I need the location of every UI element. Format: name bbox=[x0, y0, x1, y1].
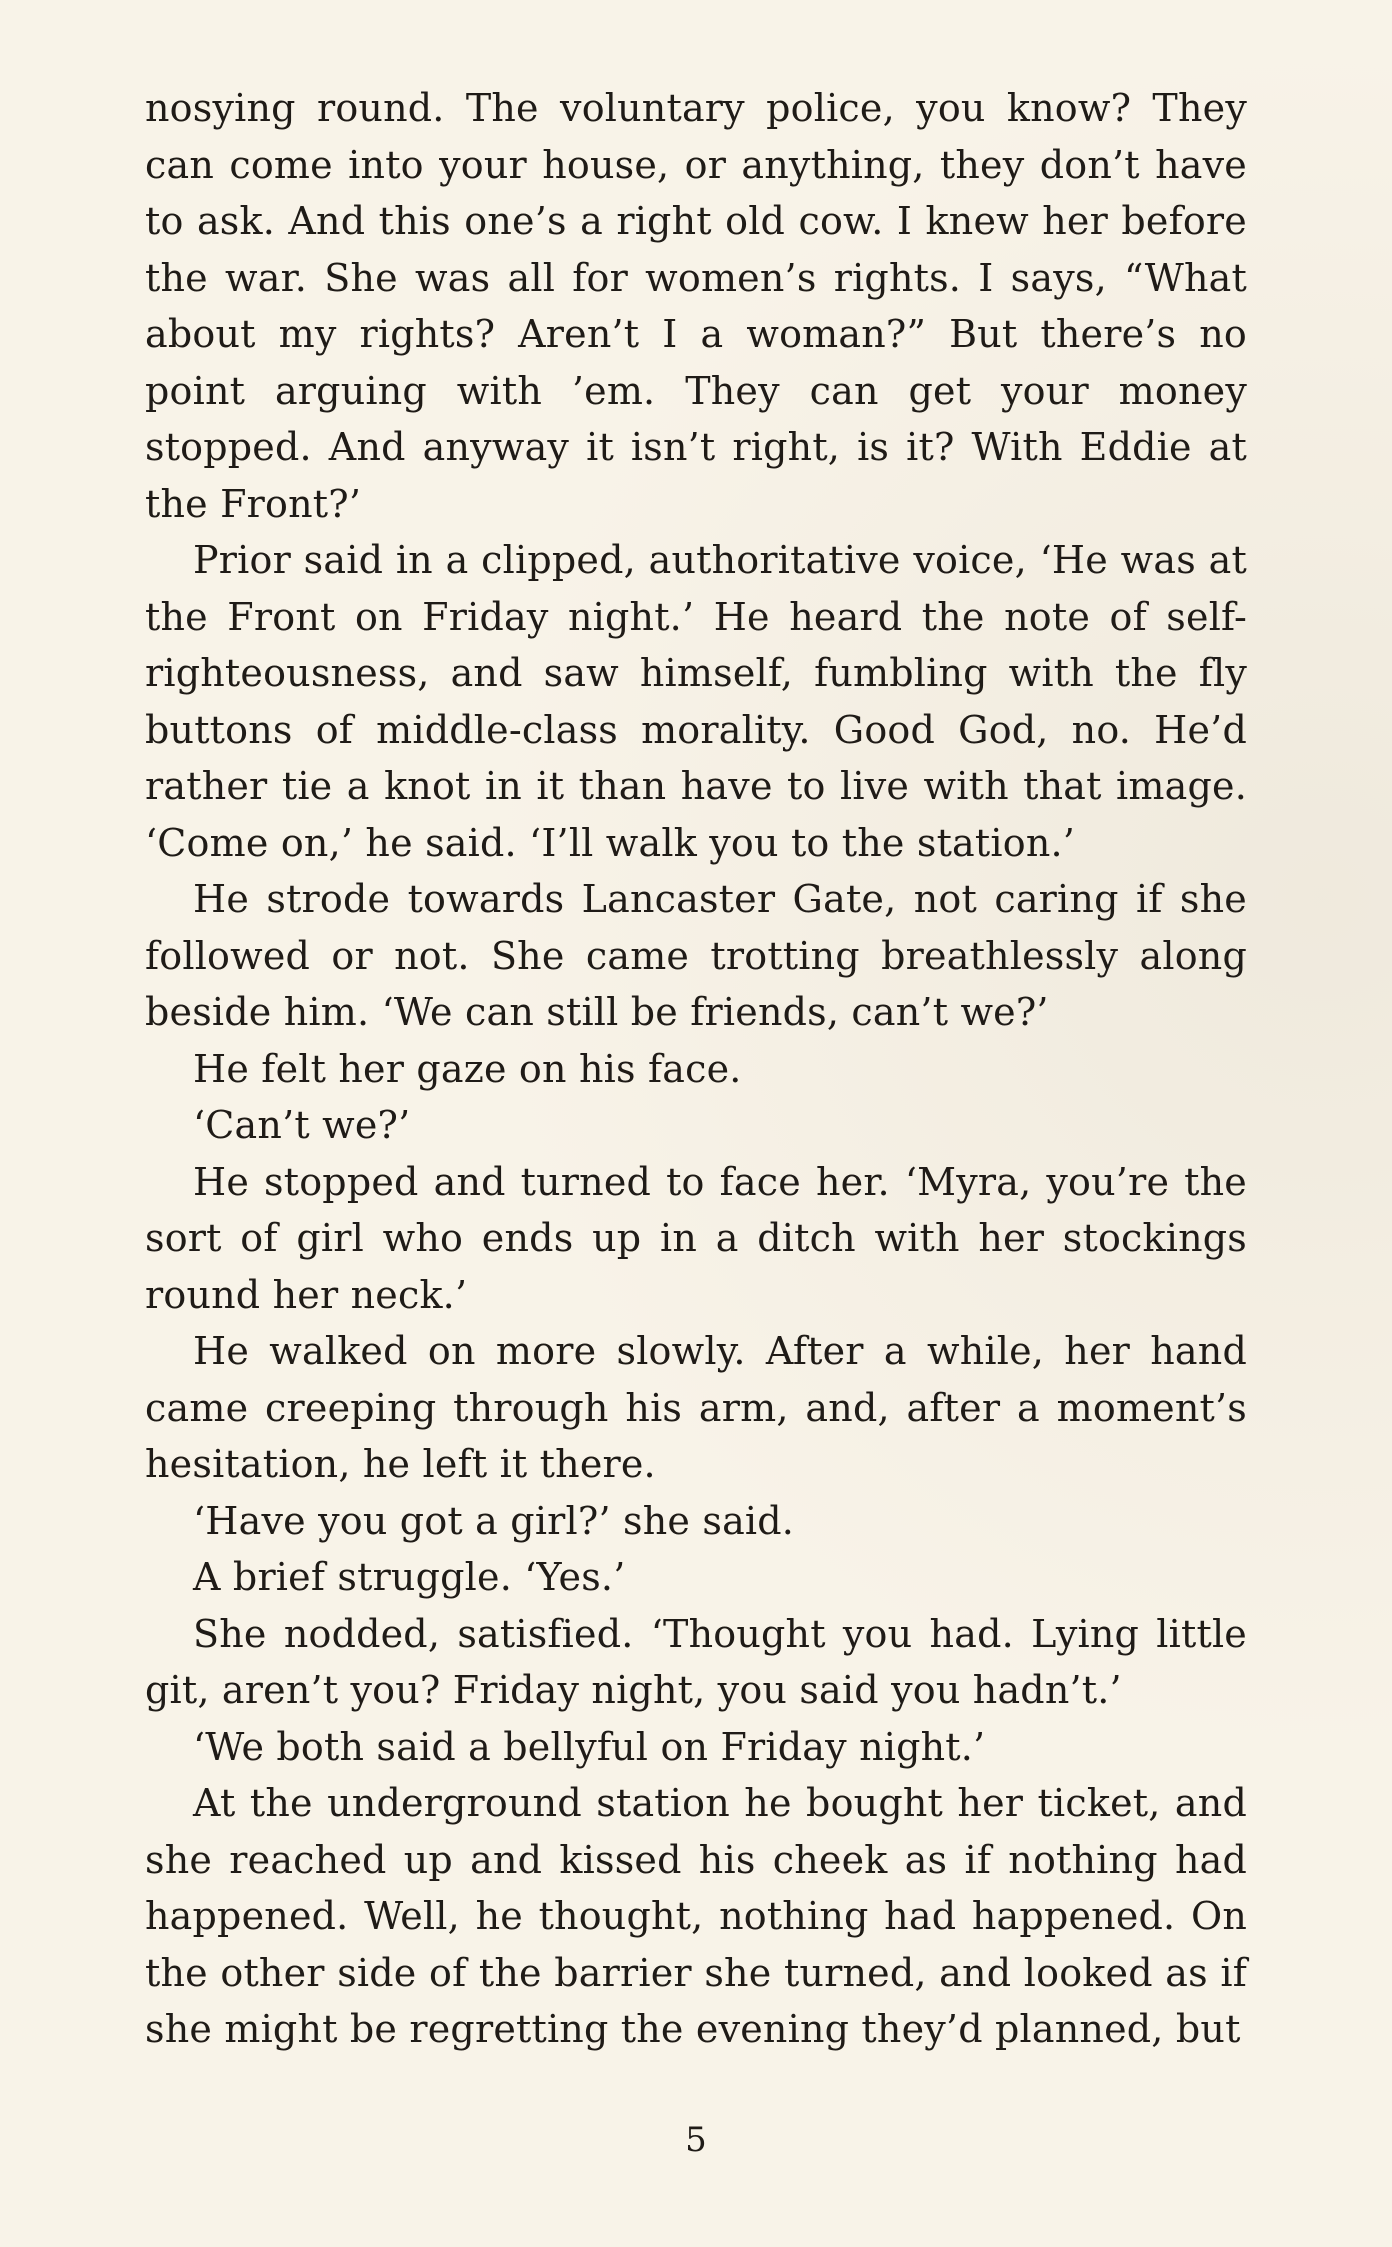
paragraph: A brief struggle. ‘Yes.’ bbox=[193, 1555, 626, 1599]
paragraph: He strode towards Lancaster Gate, not caring if she followed or not. She came trotting breathlessly along beside him. ‘We can still be friends, can’t we?’ bbox=[145, 877, 1247, 1034]
paragraph: ‘We both said a bellyful on Friday night.’ bbox=[193, 1724, 986, 1769]
paragraph: She nodded, satisfied. ‘Thought you had. Lying little git, aren’t you? Friday night, you said you hadn’t.’ bbox=[145, 1611, 1247, 1712]
body-text bbox=[145, 80, 1247, 2058]
paragraph: nosying round. The voluntary police, you know? They can come into your house, or anything, they don’t have to ask. And this one’s a right old cow. I knew her before the war. She was all for women’s rights. I says, “What about my rights? Aren’t I a woman?” But there’s no point arguing with ’em. They can get your money stopped. And anyway it isn’t right, is it? With Eddie at the Front?’ bbox=[145, 86, 1247, 526]
page-number: 5 bbox=[685, 2120, 707, 2160]
paragraph: ‘Can’t we?’ bbox=[193, 1103, 411, 1147]
paragraph: He felt her gaze on his face. bbox=[193, 1046, 742, 1091]
paragraph: At the underground station he bought her ticket, and she reached up and kissed his cheek as if nothing had happened. Well, he thought, nothing had happened. On the other side of the barrier she turned, and looked as if she might be regretting the evening they’d planned, but bbox=[145, 1781, 1247, 2051]
paragraph: Prior said in a clipped, authoritative voice, ‘He was at the Front on Friday night.’ He heard the note of self-righteousness, and saw himself, fumbling with the fly buttons of middle-class morality. Good God, no. He’d rather tie a knot in it than have to live with that image. ‘Come on,’ he said. ‘I’ll walk you to the station.’ bbox=[145, 538, 1247, 865]
paragraph: He walked on more slowly. After a while, her hand came creeping through his arm, and, after a moment’s hesitation, he left it there. bbox=[145, 1329, 1247, 1486]
paragraph: He stopped and turned to face her. ‘Myra, you’re the sort of girl who ends up in a ditch with her stockings round her neck.’ bbox=[145, 1159, 1247, 1317]
paragraph: ‘Have you got a girl?’ she said. bbox=[193, 1498, 795, 1543]
